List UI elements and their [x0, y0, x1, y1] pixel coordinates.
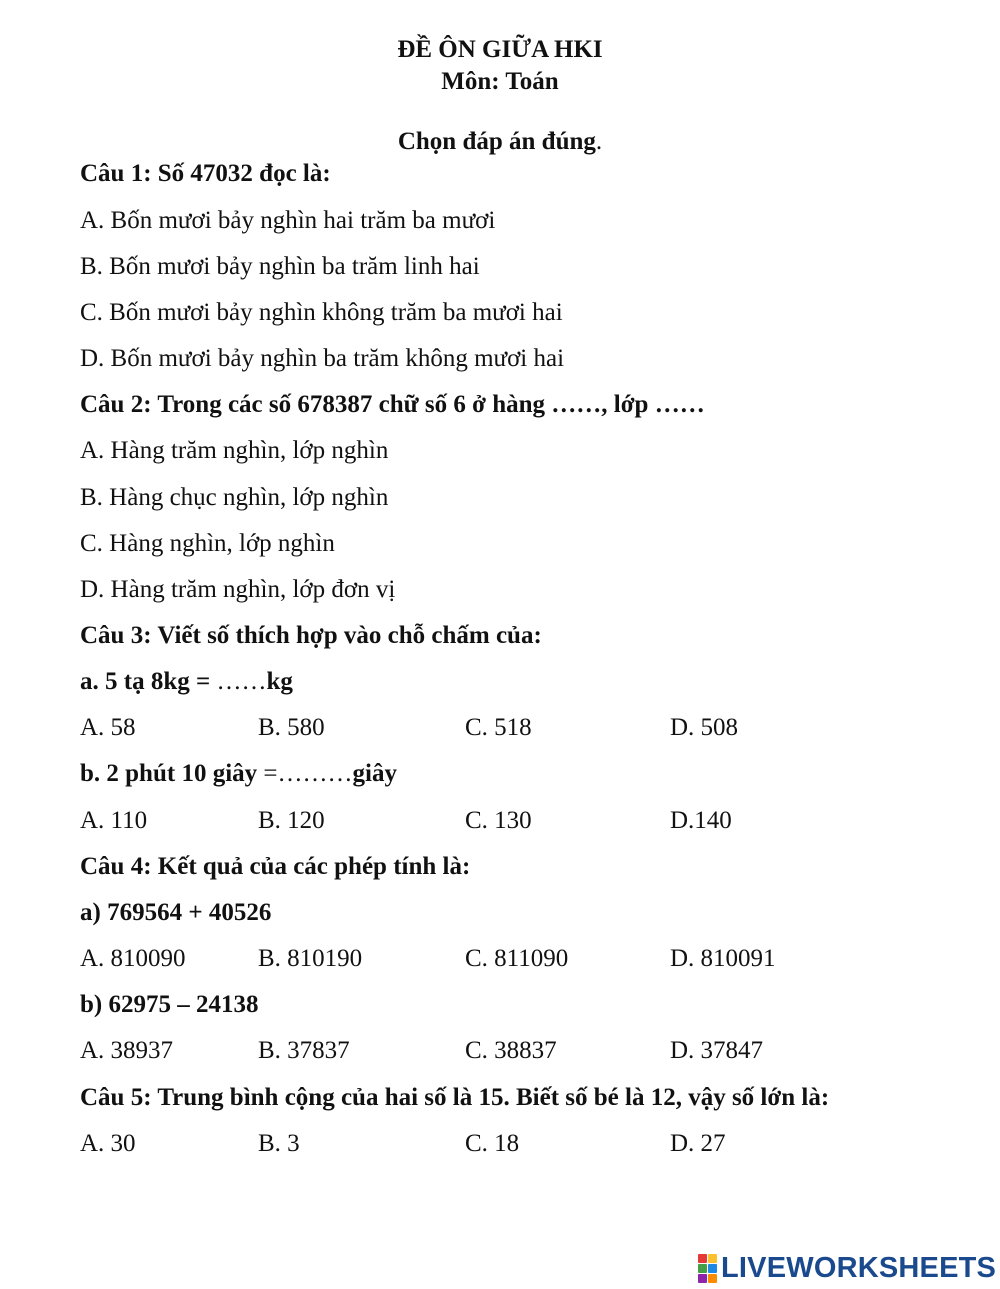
- instruction-text: Chọn đáp án đúng: [397, 128, 596, 155]
- q2-option-d[interactable]: D. Hàng trăm nghìn, lớp đơn vị: [80, 576, 396, 603]
- q4a-option-d[interactable]: D. 810091: [670, 945, 776, 972]
- q3b-option-d[interactable]: D.140: [670, 807, 732, 834]
- q3b-prompt: [80, 758, 397, 790]
- q3a-option-c[interactable]: C. 518: [465, 714, 532, 741]
- q4b-expression: b) 62975 – 24138: [80, 991, 259, 1018]
- q4a-options: [80, 943, 960, 975]
- q3a-prompt: [80, 666, 293, 698]
- q4b-option-c[interactable]: C. 38837: [465, 1037, 557, 1064]
- logo-square-1: [698, 1254, 707, 1263]
- q1-option-d[interactable]: D. Bốn mươi bảy nghìn ba trăm không mươi hai: [80, 345, 565, 372]
- q3a-option-b[interactable]: B. 580: [258, 714, 325, 741]
- q4b-option-b[interactable]: B. 37837: [258, 1037, 350, 1064]
- q3a-option-d[interactable]: D. 508: [670, 714, 739, 741]
- q3b-options: [80, 805, 960, 837]
- question-4: Câu 4: Kết quả của các phép tính là:: [80, 853, 471, 880]
- q3a-unit: kg: [266, 668, 293, 695]
- q3a-blank: ……: [216, 668, 267, 695]
- q5-option-d[interactable]: D. 27: [670, 1130, 726, 1157]
- q2-option-a[interactable]: A. Hàng trăm nghìn, lớp nghìn: [80, 437, 389, 464]
- q3b-unit: giây: [352, 760, 397, 787]
- q4a-option-b[interactable]: B. 810190: [258, 945, 363, 972]
- q3a-option-a[interactable]: A. 58: [80, 714, 136, 741]
- logo-square-2: [708, 1254, 717, 1263]
- logo-text: LIVEWORKSHEETS: [721, 1251, 997, 1284]
- q3b-option-c[interactable]: C. 130: [465, 807, 532, 834]
- q3a-label: a. 5 tạ 8kg =: [80, 668, 217, 695]
- question-5: Câu 5: Trung bình cộng của hai số là 15. Biết số bé là 12, vậy số lớn là:: [80, 1084, 830, 1111]
- logo-icon: [698, 1254, 717, 1283]
- q1-option-b[interactable]: B. Bốn mươi bảy nghìn ba trăm linh hai: [80, 253, 480, 280]
- q4a-expression: a) 769564 + 40526: [80, 899, 272, 926]
- q1-option-c[interactable]: C. Bốn mươi bảy nghìn không trăm ba mươi hai: [80, 299, 563, 326]
- q3b-option-b[interactable]: B. 120: [258, 807, 325, 834]
- subject-label: Môn: Toán: [441, 68, 559, 95]
- q1-option-a[interactable]: A. Bốn mươi bảy nghìn hai trăm ba mươi: [80, 207, 496, 234]
- logo-square-4: [708, 1264, 717, 1273]
- question-1: Câu 1: Số 47032 đọc là:: [80, 160, 331, 187]
- instruction: [0, 126, 1000, 158]
- liveworksheets-logo: [698, 1251, 996, 1285]
- logo-square-5: [698, 1274, 707, 1283]
- q5-option-a[interactable]: A. 30: [80, 1130, 136, 1157]
- q5-options: [80, 1128, 960, 1160]
- instruction-period: .: [595, 128, 603, 155]
- q3a-options: [80, 712, 960, 744]
- logo-square-3: [698, 1264, 707, 1273]
- q4b-option-d[interactable]: D. 37847: [670, 1037, 764, 1064]
- q2-option-c[interactable]: C. Hàng nghìn, lớp nghìn: [80, 530, 335, 557]
- q5-option-c[interactable]: C. 18: [465, 1130, 520, 1157]
- q4b-options: [80, 1035, 960, 1067]
- q2-option-b[interactable]: B. Hàng chục nghìn, lớp nghìn: [80, 484, 389, 511]
- q5-option-b[interactable]: B. 3: [258, 1130, 300, 1157]
- question-3: Câu 3: Viết số thích hợp vào chỗ chấm của:: [80, 622, 542, 649]
- q4b-option-a[interactable]: A. 38937: [80, 1037, 174, 1064]
- q4a-option-c[interactable]: C. 811090: [465, 945, 569, 972]
- q3b-option-a[interactable]: A. 110: [80, 807, 148, 834]
- q3b-blank: =………: [263, 760, 353, 787]
- question-2: Câu 2: Trong các số 678387 chữ số 6 ở hàng ……, lớp ……: [80, 391, 705, 418]
- q3b-label: b. 2 phút 10 giây: [80, 760, 264, 787]
- q4a-option-a[interactable]: A. 810090: [80, 945, 186, 972]
- page-title: ĐỀ ÔN GIỮA HKI: [397, 36, 603, 63]
- logo-square-6: [708, 1274, 717, 1283]
